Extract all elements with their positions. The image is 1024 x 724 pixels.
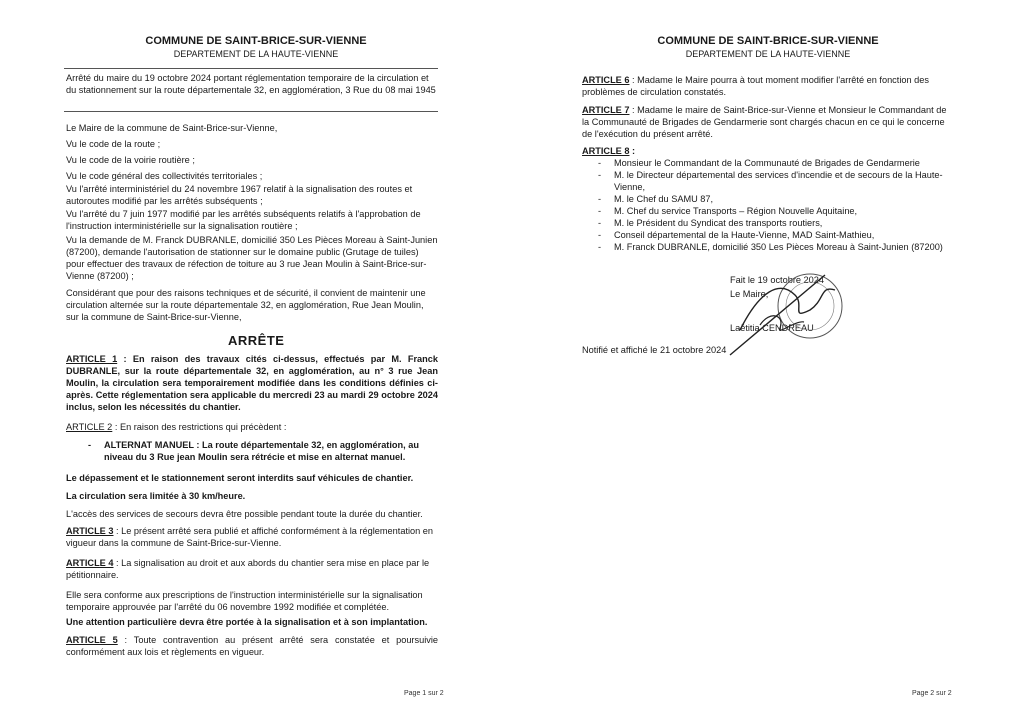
destinataire-item: - Conseil départemental de la Haute-Vienne, MAD Saint-Mathieu, — [594, 229, 954, 241]
top-rule — [64, 68, 438, 69]
article-5-label: ARTICLE 5 — [66, 635, 118, 645]
article-3-label: ARTICLE 3 — [66, 526, 114, 536]
departement-subtitle: DEPARTEMENT DE LA HAUTE-VIENNE — [173, 49, 339, 59]
article-2 — [66, 421, 438, 433]
stationnement-interdit: Le dépassement et le stationnement seront interdits sauf véhicules de chantier. — [66, 473, 414, 483]
arrete-heading: ARRÊTE — [228, 333, 285, 348]
article-2-label: ARTICLE 2 — [66, 422, 113, 432]
alternat-manuel-item: - ALTERNAT MANUEL : La route départementale 32, en agglomération, au niveau du 3 Rue jean Moulin sera rétrécie et mise en alternat manuel. — [84, 439, 436, 463]
article-6-label: ARTICLE 6 — [582, 75, 630, 85]
article-4-conforme: Elle sera conforme aux prescriptions de l'instruction interministérielle sur la signalisation temporaire approuvée par l'arrêté du 06 novembre 1992 modifiée et complétée. — [66, 590, 423, 612]
vu-code-collectivites: Vu le code général des collectivités territoriales ; — [66, 171, 263, 181]
destinataire-item: - M. Franck DUBRANLE, domicilié 350 Les Pièces Moreau à Saint-Junien (87200) — [594, 241, 954, 253]
considerant: Considérant que pour des raisons techniques et de sécurité, il convient de maintenir une circulation alternée sur la route départementale 32, en agglomération, Rue Jean Moulin, sur la commune de Saint-Brice-sur-Vienne, — [66, 288, 426, 322]
destinataire-item: - M. le Chef du SAMU 87, — [594, 193, 954, 205]
article-3-text: : Le présent arrêté sera publié et affiché conformément à la réglementation en vigueur dans la commune de Saint-Brice-sur-Vienne. — [66, 526, 434, 548]
article-5-text: : Toute contravention au présent arrêté sera constatée et poursuivie conformément aux lois et règlements en vigueur. — [66, 635, 438, 657]
vu-arrete-1977: Vu l'arrêté du 7 juin 1977 modifié par les arrêtés subséquents relatifs à l'approbation de l'instruction interministérielle sur la signalisation routière ; — [66, 209, 421, 231]
commune-title: COMMUNE DE SAINT-BRICE-SUR-VIENNE — [145, 35, 367, 47]
article-1-label: ARTICLE 1 — [66, 354, 118, 364]
article-1-text: : En raison des travaux cités ci-dessus, effectués par M. Franck DUBRANLE, sur la route départementale 32, en agglomération, au n° 3 rue Jean Moulin, la circulation sera temporairement modifiée dans les conditions définies ci-après. Cette réglementation sera applicable — [66, 354, 438, 400]
le-maire-label: Le Maire, — [730, 289, 769, 299]
vu-code-route: Vu le code de la route ; — [66, 139, 161, 149]
article-5 — [66, 634, 438, 658]
signataire-name: Laëtitia CENDREAU — [730, 323, 814, 333]
fait-le: Fait le 19 octobre 2024 — [730, 275, 824, 285]
article-8-colon: : — [629, 146, 636, 156]
arrete-objet: Arrêté du maire du 19 octobre 2024 portant réglementation temporaire de la circulation et du stationnement sur la route départementale 32, en agglomération, 3 Rue du 08 mai 1945 — [66, 73, 436, 95]
page-1-footer: Page 1 sur 2 — [404, 690, 444, 697]
destinataire-item: - M. Chef du service Transports – Région Nouvelle Aquitaine, — [594, 205, 954, 217]
article-2-list — [84, 439, 436, 463]
notifie-affiche: Notifié et affiché le 21 octobre 2024 — [582, 345, 727, 355]
signature-loop-icon — [760, 316, 804, 330]
destinataire-item: - M. le Président du Syndicat des transports routiers, — [594, 217, 954, 229]
article-4 — [66, 557, 438, 581]
article-8 — [582, 145, 954, 157]
bottom-rule — [64, 111, 438, 112]
vu-arrete-1967: Vu l'arrêté interministériel du 24 novembre 1967 relatif à la signalisation des routes et autoroutes modifié par les arrêtés subséquents ; — [66, 184, 413, 206]
vu-demande: Vu la demande de M. Franck DUBRANLE, domicilié 350 Les Pièces Moreau à Saint-Junien (87200), demande l'autorisation de stationner sur le domaine public (Grutage de tuiles) pour effectuer des travaux de réfection de toiture au 3 rue Jean Moulin à Saint-Brice-sur-Vienne (87200) ; — [66, 235, 438, 281]
article-7-label: ARTICLE 7 — [582, 105, 630, 115]
commune-title: COMMUNE DE SAINT-BRICE-SUR-VIENNE — [657, 35, 879, 47]
departement-subtitle: DEPARTEMENT DE LA HAUTE-VIENNE — [685, 49, 851, 59]
article-1-dates: du mercredi 23 au mardi 29 octobre 2024 inclus, selon les nécessités du chantier. — [66, 390, 439, 412]
maire-line: Le Maire de la commune de Saint-Brice-sur-Vienne, — [66, 123, 278, 133]
stamp-and-signature — [700, 270, 870, 360]
page-2-footer: Page 2 sur 2 — [912, 690, 952, 697]
article-2-text: : En raison des restrictions qui précèdent : — [112, 422, 287, 432]
article-3 — [66, 525, 438, 549]
vu-code-voirie: Vu le code de la voirie routière ; — [66, 155, 195, 165]
signature-scribble-icon — [730, 275, 835, 355]
article-7-text: : Madame le maire de Saint-Brice-sur-Vienne et Monsieur le Commandant de la Communauté de Brigades de Gendarmerie sont chargés chacun en ce qui le concerne de l'exécution du présent arrêté. — [582, 105, 947, 139]
destinataires-list — [594, 157, 954, 253]
article-1 — [66, 353, 438, 413]
article-4-label: ARTICLE 4 — [66, 558, 114, 568]
article-4-text: : La signalisation au droit et aux abords du chantier sera mise en place par le pétitionnaire. — [66, 558, 430, 580]
destinataire-item: - M. le Directeur départemental des services d'incendie et de secours de la Haute-Vienne, — [594, 169, 954, 193]
page-2 — [512, 0, 1024, 724]
article-6 — [582, 74, 954, 98]
acces-secours: L'accès des services de secours devra être possible pendant toute la durée du chantier. — [66, 509, 423, 519]
article-4-attention: Une attention particulière devra être portée à la signalisation et à son implantation. — [66, 617, 428, 627]
article-8-label: ARTICLE 8 — [582, 146, 630, 156]
article-6-text: : Madame le Maire pourra à tout moment modifier l'arrêté en fonction des problèmes de circulation constatés. — [582, 75, 929, 97]
vitesse-limitee: La circulation sera limitée à 30 km/heure. — [66, 491, 246, 501]
article-7 — [582, 104, 954, 140]
destinataire-item: - Monsieur le Commandant de la Communauté de Brigades de Gendarmerie — [594, 157, 954, 169]
